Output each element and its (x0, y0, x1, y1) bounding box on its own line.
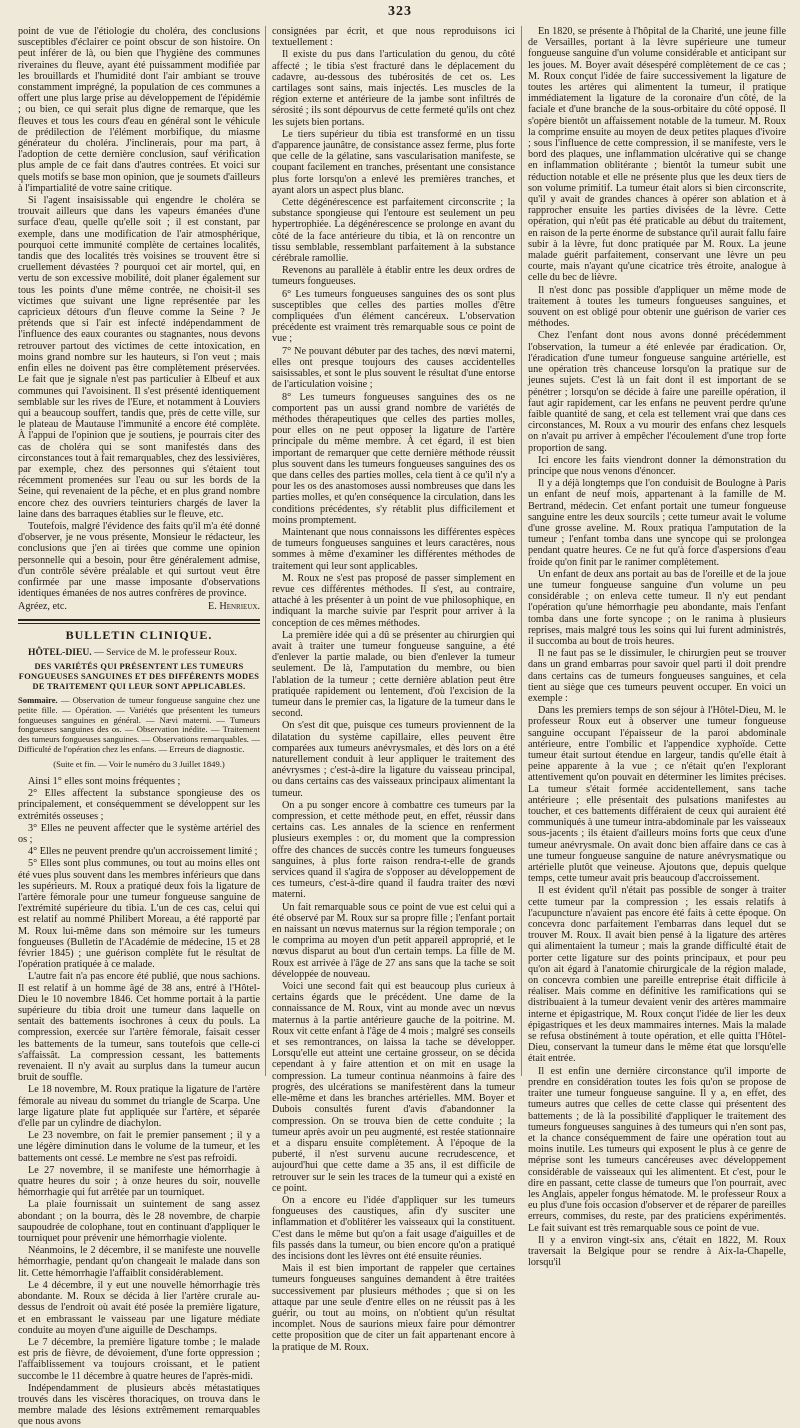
paragraph: Il n'est donc pas possible d'appliquer un même mode de traitement à toutes les tumeurs fongueuses sanguines, et souvent on est obligé pour obtenir une guérison de varier ces méthodes. (528, 284, 786, 330)
service-heading (18, 647, 260, 658)
summary-label: Sommaire. (18, 694, 58, 705)
service-name: — Service de M. le professeur Roux. (91, 646, 237, 658)
paragraph: La plaie fournissait un suintement de sang assez abondant ; on la bourra, dès le 28 novembre, de charpie saupoudrée de colophane, tout en continuant d'appliquer le tourniquet pour prévenir une hémorrhagie violente. (18, 1199, 260, 1245)
page-number: 323 (388, 4, 412, 19)
paragraph: Ainsi 1° elles sont moins fréquentes ; (28, 775, 181, 787)
paragraph: Revenons au parallèle à établir entre les deux ordres de tumeurs fongueuses. (272, 265, 515, 288)
paragraph: Il y a déjà longtemps que l'on conduisit de Boulogne à Paris un enfant de neuf mois, appartenant à la famille de M. Bertrand, médecin. Cet enfant portait une tumeur fongueuse sanguine entre les deux sourcils ; cette tumeur avait le volume d'une grosse aveline. M. Roux pratiqua l'amputation de la tumeur ; l'enfant tomba dans une syncope qui se prolongea pendant quatre heures. Ce ne fut qu'à force d'aspersions d'eau froide qu'on finit par le ranimer complètement. (528, 478, 786, 568)
continuation-note: (Suite et fin. — Voir le numéro du 3 Juillet 1849.) (53, 758, 225, 769)
column-1 (18, 26, 260, 1428)
paragraph: Il est enfin une dernière circonstance qu'il importe de prendre en considération toutes les fois qu'on se propose de traiter une tumeur fongueuse sanguine. Il y a, en effet, des tumeurs autres que celles de cette classe qui présentent des battements ; de là la possibilité d'appliquer le traitement des tumeurs fongueuses sanguines à des tumeurs qui n'en sont pas, et la chance conséquemment de faire une opération tout au moins inutile. Les tumeurs qui exposent le plus à ce genre de méprise sont les tumeurs cancéreuses avec développement considérable de vaisseaux qui les alimentent. Et c'est, pour le dire en passant, cette classe de tumeurs que l'on pourrait, avec les Anglais, appeler fongus hématode. M. le professeur Roux a eu plus d'une fois occasion d'observer et de réparer de pareilles erreurs, commises, du reste, par des praticiens expérimentés. Le fait suivant est très remarquable sous ce point de vue. (528, 1065, 786, 1234)
column-divider (521, 26, 522, 1076)
paragraph: Le 7 décembre, la première ligature tombe ; le malade est pris de fièvre, de dévoiement, d'une forte oppression ; l'affaiblissement va toujours croissant, et le patient succombe le 11 décembre à quatre heures de l'après-midi. (18, 1336, 260, 1382)
signature-line (18, 601, 260, 612)
paragraph: point de vue de l'étiologie du choléra, des conclusions susceptibles d'éclairer ce point obscur de son histoire. On peut inférer de là, ou bien que l'hygiène des communes riveraines du fleuve, ayant été puissamment modifiée par les brouillards et l'humidité dont l'air ambiant se trouve constamment imprégné, la population de ces communes a offert une plus large prise au développement de l'épidémie ; ou bien, ce qui serait plus digne de remarque, que les fleuves et tous les cours d'eau en général sont le véhicule de prédilection de l'élément morbifique, du miasme générateur du choléra. J'inclinerais, pour ma part, à l'adoption de cette dernière conclusion, sauf vérification plus ample de ce fait dans d'autres contrées. Et voici sur quels motifs se base mon opinion, que je soumets d'ailleurs à l'impartialité de votre saine critique. (18, 26, 260, 194)
paragraph: 4° Elles ne peuvent prendre qu'un accroissement limité ; (28, 846, 258, 858)
paragraph: Voici une second fait qui est beaucoup plus curieux à certains égards que le précédent. Une dame de la connaissance de M. Roux, vint au monde avec un nœvus maternus à la partie antérieure gauche de la poitrine. M. Roux vit cette enfant à l'âge de 4 mois ; malgré ses conseils et ses remontrances, on laissa la tache se développer. Lorsqu'elle eut atteint une certaine grosseur, on se décida cependant à y faire attention et on mit en usage la compression. La tumeur continua néanmoins à faire des progrès, des ulcérations se manifestèrent dans la tumeur elle-même et dans les branches artérielles. MM. Boyer et Dubois consultés furent d'avis d'abandonner la compression. On se trouva bien de cette conduite ; la tumeur après avoir un peu augmenté, est restée stationnaire et a disparu ensuite complètement. À l'époque de la puberté, il n'est survenu aucune recrudescence, et aujourd'hui que cette dame a 35 ans, il est difficile de retrouver sur le sein les traces de la tumeur qui a existé en ce point. (272, 981, 515, 1194)
paragraph: Le tiers supérieur du tibia est transformé en un tissu d'apparence jaunâtre, de consistance assez ferme, plus forte que celle de la gélatine, sans vascularisation manifeste, se coupant facilement en tranches, présentant une consistance plus forte lorsqu'on a enlevé les premières tranches, et ayant alors un aspect plus blanc. (272, 128, 515, 196)
paragraph: Si l'agent insaisissable qui engendre le choléra se trouvait ailleurs que dans les vapeurs émanées d'une surface d'eau, quelle qu'elle soit ; il est constant, par exemple, dans une modification de l'air atmosphérique, pourquoi cette immunité complète de certaines localités, tandis que des localités très voisines se trouvent être si cruellement dévastées ? pourquoi cet air mortel, qui, en vertu de son excessive mobilité, doit planer également sur tous les points d'une même contrée, ne choisit-il ses victimes que suivant une ligne représentée par les capricieux détours d'un fleuve comme la Seine ? Je prétends que si l'air est infecté indépendamment de l'influence des eaux courantes ou stagnantes, nous devons retrouver partout des victimes de cette intoxication, en moins grand nombre sur les hauteurs, si l'on veut ; mais enfin elles ne doivent pas être complètement préservées. Le fait que je signale n'est pas particulier à Elbeuf et aux communes qui l'avoisinent. Il s'est présenté identiquement semblable sur les rives de l'Eure, et notamment à Louviers qui a beaucoup souffert, tandis que, près de cette ville, sur le plateau de Mautause l'immunité a encore été complète. À l'appui de l'opinion que je soutiens, je pourrais citer des cas de choléra qui se sont manifestés dans des circonstances tout à fait remarquables, chez des lessivières, par exemple, chez des personnes qui s'étaient tout récemment promenées sur l'eau ou sur les bords de la Seine, qui revenaient de la pêche, et en plus grand nombre encore chez des ouvriers teinturiers chargés de laver la laine dans des barraques établies sur le fleuve, etc. (18, 195, 260, 520)
paragraph: M. Roux ne s'est pas proposé de passer simplement en revue ces différentes méthodes. Il s'est, au contraire, attaché à les présenter à un point de vue philosophique, en indiquant la marche suivie par l'esprit pour arriver à la conception de ces mêmes méthodes. (272, 572, 515, 629)
closing-text: Agréez, etc. (18, 601, 67, 613)
paragraph: Ici encore les faits viendront donner la démonstration du principe que nous venons d'énoncer. (528, 454, 786, 477)
paragraph: 5° Elles sont plus communes, ou tout au moins elles ont été vues plus souvent dans les membres inférieurs que dans les supérieurs. M. Roux a pratiqué deux fois la ligature de l'artère fémorale pour une tumeur fongueuse sanguine de l'extrémité supérieure du tibia. L'un de ces cas, celui qui est relatif au nommé Philibert Moreau, a été rapporté par M. Roux lui-même dans son mémoire sur les tumeurs fongueuses (Bulletin de l'Académie de médecine, 15 et 28 février 1845) ; une guérison complète fut le résultat de l'opération pratiquée à ce malade. (18, 858, 260, 971)
column-divider (265, 26, 266, 1076)
author-name: E. Henrieux. (208, 601, 260, 613)
paragraph: 6° Les tumeurs fongueuses sanguines des os sont plus susceptibles que celles des parties molles d'être compliquées d'un élément cancéreux. L'observation précédente est vraiment très remarquable sous ce point de vue ; (272, 288, 515, 345)
paragraph: 8° Les tumeurs fongueuses sanguines des os ne comportent pas un aussi grand nombre de variétés de méthodes thérapeutiques que celles des parties molles, pour elles on ne peut opposer la ligature de l'artère principale du même membre. À cet égard, il est bien important de remarquer que cette dernière méthode réussit plus souvent dans les tumeurs fongueuses sanguines des os que dans celles des parties molles, cela tient à ce qu'il n'y a pour les os des anastomoses aussi nombreuses que dans les parties molles, et qu'en conséquence la circulation, dans les conditions précédentes, s'y rétablit plus difficilement et moins promptement. (272, 391, 515, 526)
paragraph: Cette dégénérescence est parfaitement circonscrite ; la substance spongieuse qui l'entoure est seulement un peu hypertrophiée. La dégénérescence se prolonge en avant du côté de la face antérieure du tibia, et là on rencontre un tissu semblable, ressemblant parfaitement à la substance cérébrale ramollie. (272, 197, 515, 265)
paragraph: Le 27 novembre, il se manifeste une hémorrhagie à quatre heures du soir ; à onze heures du soir, nouvelle hémorrhagie qui fut arrêtée par un tourniquet. (18, 1164, 260, 1199)
paragraph: Le 23 novembre, on fait le premier pansement ; il y a une légère diminution dans le volume de la tumeur, et les battements ont cessé. Le membre ne s'est pas refroidi. (18, 1130, 260, 1164)
paragraph: Indépendamment de plusieurs abcès métastatiques trouvés dans les viscères thoraciques, on trouva dans le membre malade des lésions extrêmement remarquables que nous avons (18, 1382, 260, 1428)
paragraph: Toutefois, malgré l'évidence des faits qu'il m'a été donné d'observer, je ne vous présente, Monsieur le rédacteur, les conclusions que j'en ai tirées que comme une opinion personnelle qui a besoin, pour être généralement admise, d'un contrôle sévère préalable et qui surtout veut être confirmée par une masse imposante d'observations identiques émanées de nos autres confrères de province. (18, 520, 260, 600)
paragraph: Il ne faut pas se le dissimuler, le chirurgien peut se trouver dans un grand embarras pour savoir quel parti il doit prendre dans certains cas de tumeurs fongueuses sanguines, et cela tient au siège que ces tumeurs peuvent occuper. En voici un exemple : (528, 648, 786, 704)
paragraph: Néanmoins, le 2 décembre, il se manifeste une nouvelle hémorrhagie, pendant qu'on changeait le malade dans son lit. Cette hémorrhagie l'affaiblit considérablement. (18, 1245, 260, 1279)
summary-text: — Observation de tumeur fongueuse sanguine chez une petite fille. — Opération. — Variétés que présentent les tumeurs fongueuses sanguines en général. — Nævi materni. — Tumeurs fongueuses sanguines des os. — Observation inédite. — Traitement des tumeurs fongueuses sanguines. — Observations remarquables. — Difficulté de l'opération chez les enfans. — Erreurs de diagnostic. (18, 694, 260, 754)
paragraph: On a pu songer encore à combattre ces tumeurs par la compression, et cette méthode peut, en effet, réussir dans certains cas. Les annales de la science en renferment plusieurs exemples : or, du moment que la compression offre des chances de succès contre les tumeurs fongueuses sanguines, à plus forte raison rendra-t-elle de grands services quand il s'agira de s'opposer au développement de ces tumeurs, c'est-à-dire quand il faudra traiter des nœvi materni. (272, 799, 515, 901)
paragraph: 3° Elles ne peuvent affecter que le système artériel des os ; (18, 822, 260, 845)
column-3 (528, 26, 786, 1269)
paragraph: 7° Ne pouvant débuter par des taches, des nœvi materni, elles ont presque toujours des causes accidentelles saisissables, et sont le plus souvent le résultat d'une entorse de l'articulation voisine ; (272, 345, 515, 391)
paragraph: On a encore eu l'idée d'appliquer sur les tumeurs fongueuses des caustiques, afin d'y susciter une inflammation et d'oblitérer les vaisseaux qui la constituent. C'est dans le même but qu'on a fait usage d'aiguilles et de fils passés dans la tumeur, ou bien encore qu'on a pratiqué des incisions dont les lèvres ont été ensuite réunies. (272, 1194, 515, 1262)
section-divider (18, 619, 260, 624)
paragraph: En 1820, se présente à l'hôpital de la Charité, une jeune fille de Versailles, portant à la lèvre supérieure une tumeur fongueuse sanguine d'un volume considérable et anticipant sur les joues. M. Boyer avait désespéré complètement de ce cas ; M. Roux conçut l'idée de faire successivement la ligature de toutes les artères qui alimentent la tumeur, il pratique immédiatement la ligature de la coronaire d'un côté, de la faciale et d'une branche de la sous-orbitaire du côté opposé. Il s'opère bientôt un affaissement notable de la tumeur. M. Roux la comprime ensuite au moyen de deux petites plaques d'ivoire ; sous l'influence de cette compression, il se manifeste, vers le bord des plaques, une inflammation ulcérative qui se change en inflammation oblitérante ; bientôt la tumeur subit une réduction notable et elle ne présente plus que les deux tiers de son volume primitif. La tumeur était alors si bien circonscrite, qu'il y avait de grandes chances à opérer son ablation et à rapprocher ensuite les parties divisées de la lèvre. Cette opération, qui n'eût pas été praticable au début du traitement, en raison de la perte énorme de substance qu'il aurait fallu faire subir à la lèvre, fut donc pratiquée par M. Roux. La jeune malade guérit parfaitement, conservant une lèvre un peu courte, mais n'ayant qu'une cicatrice très étroite, analogue à celle du bec de lièvre. (528, 26, 786, 284)
paragraph: Il est évident qu'il n'était pas possible de songer à traiter cette tumeur par la compression ; les essais relatifs à l'acupuncture n'avaient pas encore été faits à cette époque. On concevra donc parfaitement l'embarras dans lequel dut se trouver M. Roux. Il avait bien pensé à la ligature des artères qui alimentaient la tumeur ; mais la grande difficulté était de porter cette ligature sur des points principaux, et pour peu qu'on ait égard à l'anatomie chirurgicale de la région malade, on concevra combien une pareille entreprise était difficile à réaliser. Mais comme en définitive les ramifications qui se distribuaient à la tumeur devaient venir des artères mammaire interne et épigastrique, M. Roux conçut l'idée de lier les deux épigastriques et les deux mammaires internes. Mais la malade se refusa obstinément à toute opération, et elle quitta l'Hôtel-Dieu, conservant la tumeur dans le même état que lorsqu'elle était entrée. (528, 885, 786, 1065)
paragraph: Chez l'enfant dont nous avons donné précédemment l'observation, la tumeur a été enlevée par éradication. Or, l'éradication d'une tumeur fongueuse sanguine artérielle, est une opération très chanceuse lorsqu'on la pratique sur de jeunes sujets. C'est là un fait dont il est important de se pénétrer ; lorsqu'on se décide à faire une pareille opération, il faut agir rapidement, car les enfans ne peuvent perdre qu'une faible quantité de sang, et cela est tellement vrai que dans ces circonstances, M. Roux a vu mourir des enfans chez lesquels on n'avait pu arriver à empêcher l'écoulement d'une trop forte proportion de sang. (528, 330, 786, 454)
paragraph: Dans les premiers temps de son séjour à l'Hôtel-Dieu, M. le professeur Roux eut à observer une tumeur fongueuse sanguine occupant l'épaisseur de la paroi abdominale antérieure, entre l'ombilic et l'appendice xyphoïde. Cette tumeur était surtout étendue en largeur, tandis qu'elle était à peine apparente à la vue ; ce n'était qu'en l'explorant attentivement qu'on pouvait en déterminer les limites précises. La tumeur s'était formée accidentellement, sans tache antérieure ; elle présentait des pulsations manifestes au toucher, et ces battements différaient de ceux qui auraient été communiqués à une tumeur intra-abdominale par les vaisseaux sous-jacents ; ils étaient d'ailleurs moins forts que ceux d'une tumeur anévrysmale. On avait donc bien affaire dans ce cas à une tumeur fongueuse sanguine de nature anévrysmatique ou artérielle plutôt que veineuse. Ajoutons que, depuis quelque temps, cette tumeur avait pris beaucoup d'accroissement. (528, 705, 786, 885)
paragraph: Le 18 novembre, M. Roux pratique la ligature de l'artère fémorale au niveau du sommet du triangle de Scarpa. Une large ligature plate fut appliquée sur l'artère, et séparée d'elle par un cylindre de diachylon. (18, 1084, 260, 1130)
paragraph: Il y a environ vingt-six ans, c'était en 1822, M. Roux traversait la Belgique pour se rendre à Aix-la-Chapelle, lorsqu'il (528, 1234, 786, 1269)
paragraph: Mais il est bien important de rappeler que certaines tumeurs fongueuses sanguines demandent à être traitées successivement par plusieurs méthodes ; que si on les attaque par une seule d'entre elles on ne réussit pas à les guérir, ou tout au moins, on n'obtient qu'un résultat incomplet. Nous de saurions mieux faire pour démontrer cette proposition que de citer un fait appartenant encore à la pratique de M. Roux. (272, 1263, 515, 1353)
section-title: BULLETIN CLINIQUE. (65, 627, 213, 642)
paragraph: Il existe du pus dans l'articulation du genou, du côté affecté ; le tibia s'est fracturé dans le déplacement du cadavre, au-dessous des tubérosités de cet os. Les cartilages sont sains, mais injectés. Les muscles de la région externe et antérieure de la jambe sont infiltrés de sérosité ; ils sont dépourvus de cette fermeté qu'ils ont chez les sujets bien portans. (272, 49, 515, 128)
paragraph: L'autre fait n'a pas encore été publié, que nous sachions. Il est relatif à un homme âgé de 38 ans, entré à l'Hôtel-Dieu le 10 novembre 1846. Cet homme portait à la partie supérieure du tibia droit une tumeur dans laquelle on sentait des battements isochrones à ceux du pouls. La compression, exercée sur l'artère fémorale, faisait cesser les battements de la tumeur, sans toutefois que celle-ci s'affaissât. La compression cessant, les battements revenaient. Il n'y avait au surplus dans la tumeur aucun bruit de souffle. (18, 971, 260, 1084)
paragraph: 2° Elles affectent la substance spongieuse des os principalement, et conséquemment se développent sur les extrémités osseuses ; (18, 788, 260, 822)
hospital-name: HÔTEL-DIEU. (28, 646, 92, 658)
paragraph: On s'est dit que, puisque ces tumeurs proviennent de la dilatation du système capillaire, elles peuvent être comparées aux tumeurs anévrysmales, et dès lors on a été naturellement conduit à leur appliquer le traitement des anévrysmes ; c'est-à-dire la ligature du vaisseau principal, ou dans certains cas des vaisseaux principaux alimentant la tumeur. (272, 720, 515, 799)
paragraph: La première idée qui a dû se présenter au chirurgien qui avait à traiter une tumeur fongueuse sanguine, a été d'enlever la partie malade, ou bien d'enlever la tumeur seulement. De là, l'amputation du membre, ou bien l'ablation de la tumeur ; cette dernière ablation peut être pratiquée rapidement ou lentement, d'où l'excision de la tumeur dans le premier cas, la ligature de la tumeur dans le second. (272, 629, 515, 720)
article-subtitle: DES VARIÉTÉS QUI PRÉSENTENT LES TUMEURS FONGUEUSES SANGUINES ET DES DIFFÉRENTS MODES DE TRAITEMENT QUI LEUR SONT APPLICABLES. (18, 661, 260, 691)
column-2 (272, 26, 515, 1353)
article-summary (18, 696, 260, 755)
paragraph: consignées par écrit, et que nous reproduisons ici textuellement : (272, 26, 515, 49)
paragraph: Un fait remarquable sous ce point de vue est celui qui a été observé par M. Roux sur sa propre fille ; l'enfant portait en naissant un nœvus maternus sur la région temporale ; on le comprima au moyen d'un petit appareil approprié, et le nœvus disparut au bout d'un certain temps. La fille de M. Roux est arrivée à l'âge de 27 ans sans que la tache se soit développée de nouveau. (272, 901, 515, 980)
paragraph: Le 4 décembre, il y eut une nouvelle hémorrhagie très abondante. M. Roux se décida à lier l'artère crurale au-dessus de l'endroit où avait été posée la première ligature, et en embrassant le vaisseau par une ligature médiate conduite au moyen d'une aiguille de Deschamps. (18, 1279, 260, 1336)
paragraph: Un enfant de deux ans portait au bas de l'oreille et de la joue une tumeur fongueuse sanguine d'un volume un peu considérable ; on enleva cette tumeur. Il n'y eut pendant l'opération qu'une hémorrhagie peu abondante, mais l'enfant tomba dans une forte syncope ; on le ranima à plusieurs reprises, mais malgré tous les soins qui lui furent administrés, il succomba au bout de trois heures. (528, 568, 786, 647)
paragraph: Maintenant que nous connaissons les différentes espèces de tumeurs fongueuses sanguines et leurs caractères, nous sommes à même d'examiner les différentes méthodes de traitement qui leur sont applicables. (272, 526, 515, 572)
